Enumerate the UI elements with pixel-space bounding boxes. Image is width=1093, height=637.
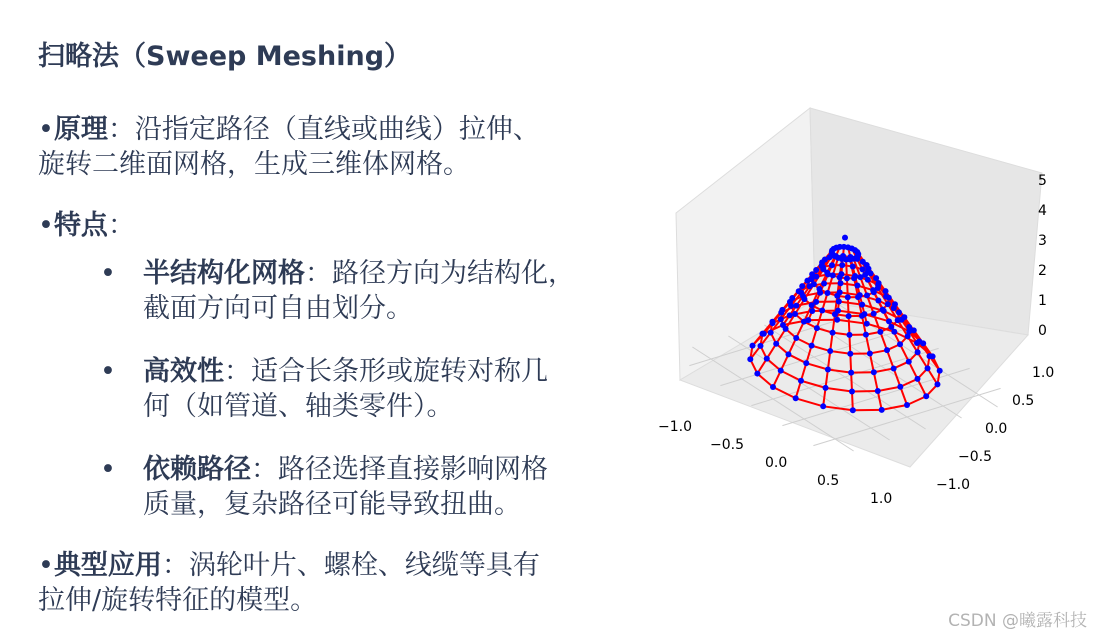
mesh-node	[937, 368, 943, 374]
mesh-node	[886, 295, 892, 301]
mesh-node	[855, 294, 861, 300]
mesh-node	[770, 384, 776, 390]
mesh-node	[883, 288, 889, 294]
mesh-node	[836, 298, 842, 304]
mesh-node	[849, 388, 855, 394]
mesh-node	[897, 341, 903, 347]
mesh-node	[891, 365, 897, 371]
sub-line2: 何（如管道、轴类零件）。	[143, 391, 454, 422]
mesh-node	[787, 312, 793, 318]
z-tick-label: 3	[1038, 233, 1047, 249]
z-tick-label: 5	[1038, 173, 1047, 189]
mesh-node	[844, 275, 850, 281]
applications-label: 典型应用	[53, 550, 162, 581]
mesh-node	[768, 330, 774, 336]
mesh-node	[915, 349, 921, 355]
mesh-node	[864, 321, 870, 327]
mesh-node	[901, 314, 907, 320]
mesh-node	[829, 262, 835, 268]
mesh-node	[793, 395, 799, 401]
mesh-node	[886, 318, 892, 324]
mesh-node	[877, 329, 883, 335]
sub-bullet-dot: •	[100, 356, 116, 387]
mesh-node	[846, 332, 852, 338]
sub-line1: ：路径选择直接影响网格	[251, 454, 548, 485]
mesh-node	[934, 381, 940, 387]
mesh-node	[834, 317, 840, 323]
mesh-node	[864, 292, 870, 298]
mesh-node	[816, 286, 822, 292]
y-tick-label: 0.5	[1012, 393, 1035, 409]
mesh-node	[819, 308, 825, 314]
mesh-node	[834, 293, 840, 299]
mesh-node	[867, 350, 873, 356]
applications-paragraph	[38, 548, 540, 618]
x-tick-label: −1.0	[658, 419, 692, 435]
bullet-marker: •	[38, 550, 54, 581]
mesh-node	[860, 266, 866, 272]
y-tick-label: −0.5	[958, 449, 992, 465]
sub-label: 半结构化网格	[143, 258, 305, 289]
mesh-node	[848, 370, 854, 376]
mesh-node	[757, 343, 763, 349]
mesh-node	[783, 326, 789, 332]
features-paragraph	[38, 208, 135, 243]
z-tick-label: 0	[1038, 323, 1047, 339]
mesh-node	[923, 393, 929, 399]
y-tick-label: 1.0	[1032, 365, 1055, 381]
mesh-node	[754, 371, 760, 377]
mesh-node	[838, 280, 844, 286]
sub-label: 高效性	[143, 356, 224, 387]
watermark: CSDN @曦露科技	[948, 611, 1087, 631]
applications-line1: ：涡轮叶片、螺栓、线缆等具有	[161, 550, 540, 581]
sub-bullet-dot: •	[100, 258, 116, 289]
sub-item-efficiency	[143, 354, 548, 424]
mesh-node	[916, 339, 922, 345]
mesh-node	[914, 376, 920, 382]
sub-line1: ：适合长条形或旋转对称几	[224, 356, 548, 387]
mesh-node	[809, 308, 815, 314]
mesh-node	[778, 316, 784, 322]
mesh-node	[871, 311, 877, 317]
features-label: 特点	[53, 210, 108, 241]
mesh-node	[814, 325, 820, 331]
mesh-node	[799, 283, 805, 289]
sub-label: 依赖路径	[143, 454, 251, 485]
principle-line1: ：沿指定路径（直线或曲线）拉伸、	[107, 114, 540, 145]
mesh-node	[859, 313, 865, 319]
mesh-node	[813, 267, 819, 273]
mesh-node	[827, 348, 833, 354]
mesh-node	[809, 302, 815, 308]
z-tick-label: 1	[1038, 293, 1047, 309]
principle-label: 原理	[53, 114, 108, 145]
mesh-node	[871, 289, 877, 295]
mesh-node	[871, 369, 877, 375]
mesh-node	[839, 262, 845, 268]
x-tick-label: 0.5	[817, 473, 840, 489]
mesh-node	[875, 298, 881, 304]
mesh-node	[880, 307, 886, 313]
features-colon: ：	[107, 210, 135, 241]
mesh-node	[846, 313, 852, 319]
mesh-node	[823, 385, 829, 391]
z-tick-label: 4	[1038, 203, 1047, 219]
mesh-node	[825, 366, 831, 372]
mesh-node	[803, 360, 809, 366]
mesh-node	[824, 290, 830, 296]
mesh-node	[863, 332, 869, 338]
slide-title: 扫略法（Sweep Meshing）	[38, 41, 412, 72]
mesh-node	[885, 301, 891, 307]
mesh-node	[927, 353, 933, 359]
mesh-node	[879, 407, 885, 413]
mesh-node	[862, 272, 868, 278]
mesh-node	[906, 359, 912, 365]
cone-mesh-3d-plot	[640, 95, 1060, 515]
principle-line2: 旋转二维面网格，生成三维体网格。	[38, 149, 470, 180]
principle-paragraph	[38, 112, 540, 182]
mesh-node	[788, 303, 794, 309]
mesh-node	[897, 384, 903, 390]
z-tick-label: 2	[1038, 263, 1047, 279]
mesh-apex-node	[842, 235, 848, 241]
y-tick-label: −1.0	[936, 477, 970, 493]
x-tick-label: 0.0	[765, 455, 788, 471]
mesh-node	[830, 330, 836, 336]
mesh-node	[820, 403, 826, 409]
mesh-node	[801, 296, 807, 302]
mesh-node	[904, 402, 910, 408]
mesh-node	[793, 303, 799, 309]
sub-line2: 截面方向可自由划分。	[143, 293, 413, 324]
mesh-node	[778, 368, 784, 374]
mesh-node	[854, 283, 860, 289]
mesh-node	[773, 341, 779, 347]
mesh-node	[793, 335, 799, 341]
sub-item-semistructured	[143, 256, 575, 326]
mesh-node	[906, 324, 912, 330]
mesh-node	[925, 365, 931, 371]
bullet-marker: •	[38, 210, 54, 241]
sub-bullet-dot: •	[100, 454, 116, 485]
mesh-node	[837, 274, 843, 280]
mesh-node	[792, 311, 798, 317]
mesh-node	[853, 255, 859, 261]
mesh-node	[884, 347, 890, 353]
mesh-node	[798, 378, 804, 384]
mesh-node	[750, 343, 756, 349]
bullet-marker: •	[38, 114, 54, 145]
mesh-node	[851, 275, 857, 281]
mesh-node	[809, 343, 815, 349]
mesh-node	[850, 263, 856, 269]
mesh-node	[832, 311, 838, 317]
applications-line2: 拉伸/旋转特征的模型。	[38, 585, 318, 616]
mesh-node	[896, 309, 902, 315]
mesh-node	[892, 301, 898, 307]
mesh-node	[859, 302, 865, 308]
mesh-node	[888, 324, 894, 330]
mesh-node	[769, 319, 775, 325]
mesh-node	[905, 333, 911, 339]
mesh-node	[821, 281, 827, 287]
mesh-node	[785, 351, 791, 357]
mesh-node	[747, 356, 753, 362]
mesh-node	[895, 317, 901, 323]
mesh-node	[759, 331, 765, 337]
mesh-node	[801, 319, 807, 325]
sub-item-path-dependency	[143, 452, 548, 522]
y-tick-label: 0.0	[985, 421, 1008, 437]
x-tick-label: −0.5	[710, 437, 744, 453]
sub-line1: ：路径方向为结构化，	[305, 258, 575, 289]
mesh-node	[789, 295, 795, 301]
mesh-node	[845, 294, 851, 300]
mesh-node	[847, 351, 853, 357]
mesh-node	[764, 356, 770, 362]
mesh-node	[798, 289, 804, 295]
sub-line2: 质量，复杂路径可能导致扭曲。	[143, 489, 521, 520]
mesh-node	[875, 388, 881, 394]
back-pane	[810, 108, 1042, 335]
mesh-node	[779, 307, 785, 313]
mesh-node	[830, 272, 836, 278]
mesh-node	[850, 407, 856, 413]
x-tick-label: 1.0	[870, 491, 893, 507]
